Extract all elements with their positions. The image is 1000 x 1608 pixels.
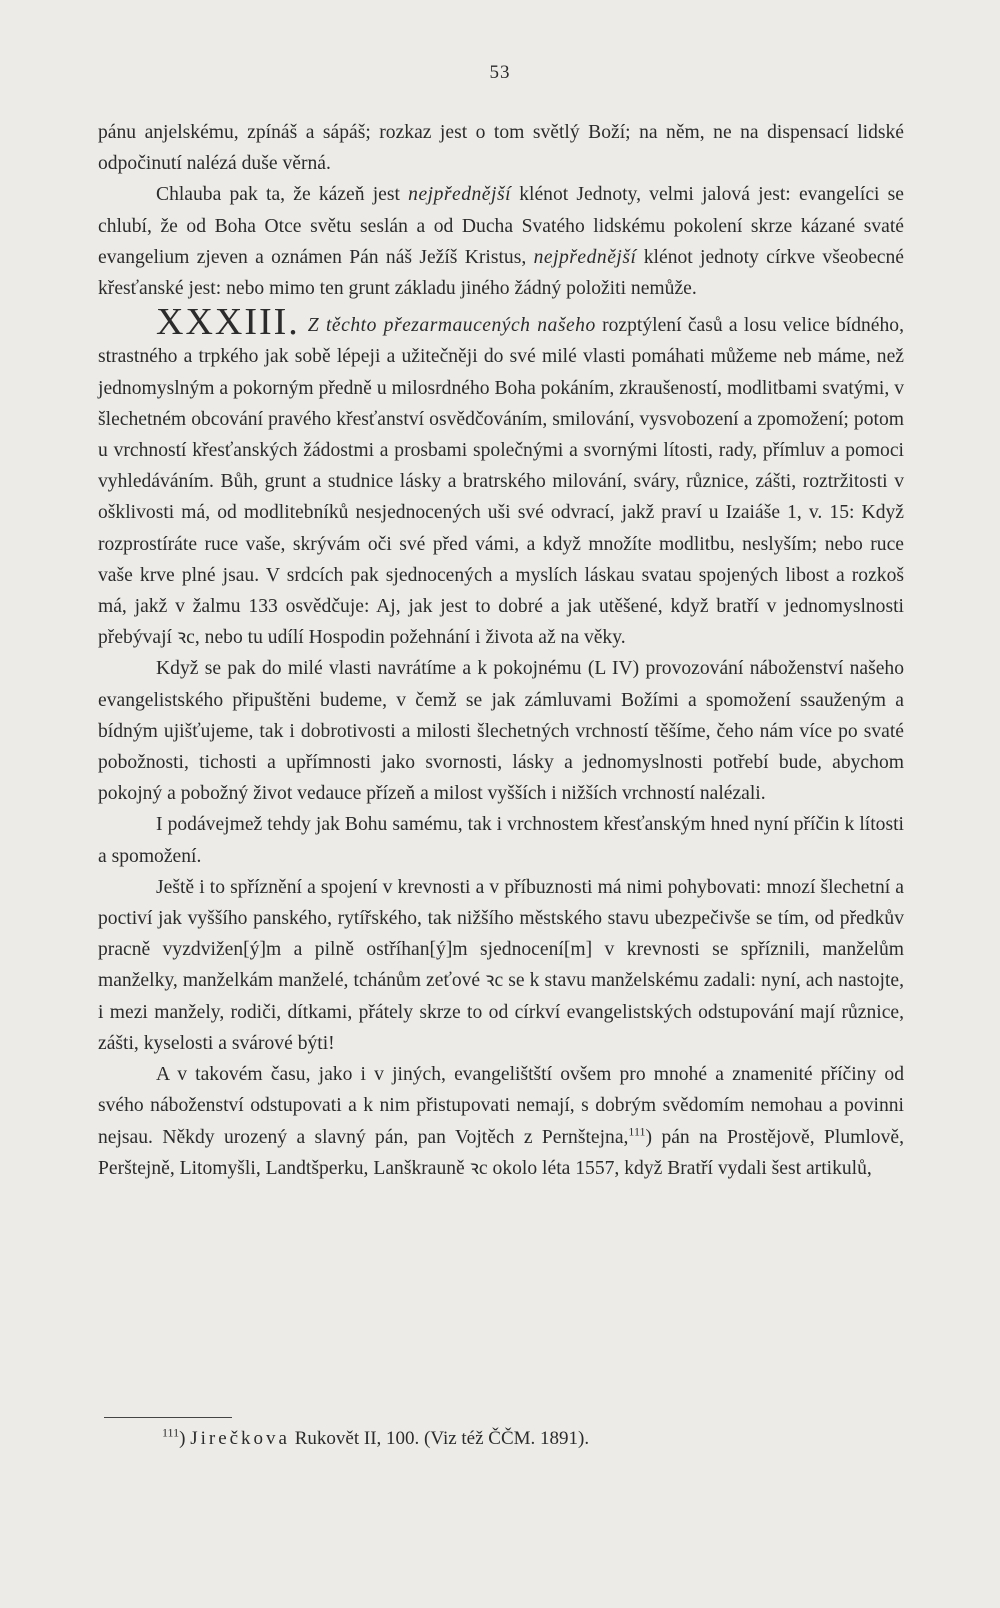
paragraph-3 <box>98 301 904 653</box>
page-number: 53 <box>489 62 511 83</box>
footnote-marker: 111 <box>162 1425 180 1440</box>
paragraph-2 <box>98 179 904 304</box>
footnote: $^{111}$) Jirečkova Rukovět II, 100. (Viz též ČČM. 1891). <box>162 1425 590 1449</box>
footnote-author: Jirečkova <box>190 1428 290 1449</box>
paragraph-3-text: rozptýlení časů a losu velice bídného, strastného a trpkého jak sobě lépeji a užitečněji do své milé vlasti pomáhati můžeme neb máme, než jednomyslným a pokorným předně u milosrdného Boha pokáním, zkraušeností, modlitbami svatými, v šlechetném obcování pravého křesťanství osvědčováním, smilování, vysvobození a zpomožení; potom u vrchností křesťanských žádostmi a prosbami společnými a svornými lítosti, rady, přímluv a pomoci vyhledáváním. Bůh, grunt a studnice lásky a bratrského milování, sváry, různice, zášti, roztržitosti v ošklivosti má, od modlitebníků nesjednocených uši své odvrací, jakž praví u Izaiáše 1, v. 15: Když rozprostíráte ruce vaše, skrývám oči své před vámi, a když množíte modlitbu, neslyším; nebo ruce vaše krve plné jsau. V srdcích pak sjednocených a myslích láskau svatau spojených libost a rozkoš má, jakž v žalmu 133 osvědčuje: Aj, jak jest to dobré a jak utěšené, když bratří v jednomyslnosti přebývají ꝛc, nebo tu udílí Hospodin požehnání i života až na věky. <box>98 315 904 649</box>
footnote-reference: 111 <box>628 1123 646 1138</box>
italic-emphasis: nejpřednější <box>408 184 512 206</box>
paragraph-7-part-a: A v takovém času, jako i v jiných, evangelištští ovšem pro mnohé a znamenité příčiny od svého náboženství odstupovati a k nim přistupovati nemají, s dobrým svědomím nemohau a povinni nejsau. Někdy urozený a slavný pán, pan Vojtěch z Pernštejna, <box>98 1064 904 1148</box>
italic-emphasis: nejpřednější <box>533 246 637 268</box>
paragraph-7-part-b: ) pán na Prostějově, Plumlově, Perštejně, Litomyšli, Landtšperku, Lanškrauně ꝛc okolo léta 1557, když Bratří vydali šest artikulů, <box>98 1126 904 1179</box>
paragraph-2-part-c: klénot Jednoty, velmi jalová jest: evangelíci se chlubí, že od Boha Otce světu seslán a od Ducha Svatého lidskému pokolení skrze kázané svaté evangelium zjeven a oznámen Pán náš Ježíš Kristus, <box>98 184 904 268</box>
paragraph-5: I podávejmež tehdy jak Bohu samému, tak i vrchnostem křesťanským hned nyní příčin k lítosti a spomožení. <box>98 814 904 867</box>
footnote-divider <box>104 1417 232 1418</box>
body-text <box>98 117 904 1184</box>
section-numeral: XXXIII. <box>156 301 300 344</box>
paragraph-7 <box>98 1059 904 1184</box>
paragraph-4: Když se pak do milé vlasti navrátíme a k pokojnému (L IV) provozování náboženství našeho evangelistského připuštěni budeme, v čemž se jak zámluvami Božími a spomožení ssauženým a bídným ujišťujeme, tak i dobrotivosti a milosti šlechetných vrchností těšíme, čeho nám více po svaté pobožnosti, tichosti a upřímnosti jako svornosti, lásky a jednomyslnosti potřebí bude, abychom pokojný a pobožný život vedauce přízeň a milost vyšších i nižších vrchností nalézali. <box>98 658 904 805</box>
paragraph-1: pánu anjelskému, zpínáš a sápáš; rozkaz jest o tom světlý Boží; na něm, ne na dispensací lidské odpočinutí nalézá duše věrná. <box>98 122 904 175</box>
paragraph-6: Ještě i to spříznění a spojení v krevnosti a v příbuznosti má nimi pohybovati: mnozí šlechetní a poctiví jak vyššího panského, rytířského, tak nižšího městského stavu ubezpečivše se tím, od předkův pracně vyzdvižen[ý]m a pilně ostříhan[ý]m sjednocení[m] v krevnosti se spříznili, manželům manželky, manželkám manželé, tchánům zeťové ꝛc se k stavu manželskému zadali: nyní, ach nastojte, i mezi manžely, rodiči, dítkami, přátely skrze to od církví evangelistských odstupování mají různice, zášti, kyselosti a svárové býti! <box>98 876 904 1054</box>
paragraph-2-part-a: Chlauba pak ta, že kázeň jest <box>156 184 409 206</box>
paragraph-2-part-e: klénot jednoty církve všeobecné křesťanské jest: nebo mimo ten grunt základu jiného žádný položiti nemůže. <box>98 246 904 300</box>
footnote-text: Rukovět II, 100. (Viz též ČČM. 1891). <box>290 1428 590 1449</box>
section-italic-lead: Z těchto přezarmaucených našeho <box>307 315 596 337</box>
